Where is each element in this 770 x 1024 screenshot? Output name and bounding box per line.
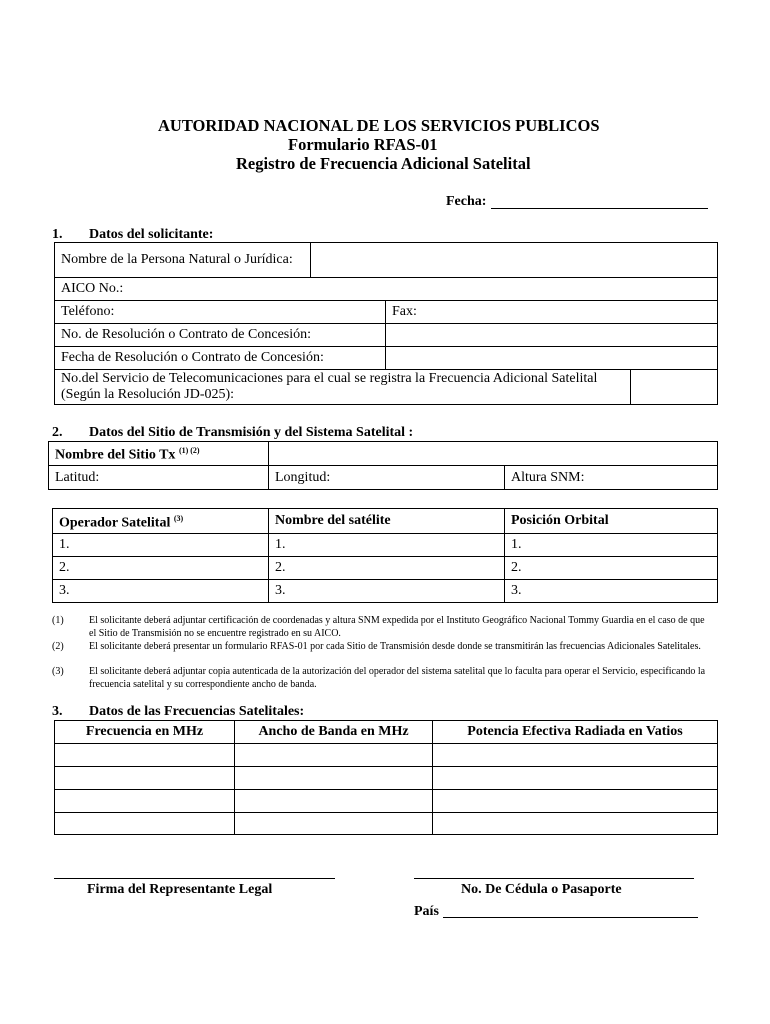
latitude-field[interactable] [49, 466, 269, 490]
phone-label: Teléfono: [61, 304, 115, 319]
name-label: Nombre de la Persona Natural o Jurídica: [55, 243, 311, 278]
id-number-line[interactable] [414, 878, 694, 879]
orbital-cell-1[interactable]: 1. [505, 534, 718, 557]
satellite-cell-3[interactable]: 3. [269, 580, 505, 603]
bandwidth-cell[interactable] [235, 813, 433, 835]
note-1-number: (1) [52, 615, 64, 626]
longitude-label: Longitud: [275, 469, 331, 485]
bandwidth-cell[interactable] [235, 744, 433, 767]
frequencies-table [54, 720, 718, 835]
bandwidth-cell[interactable] [235, 790, 433, 813]
resolution-no-label: No. de Resolución o Contrato de Concesión: [55, 324, 386, 347]
note-3-number: (3) [52, 666, 64, 677]
frequency-cell[interactable] [55, 790, 235, 813]
operator-cell-3[interactable]: 3. [53, 580, 269, 603]
authority-title: AUTORIDAD NACIONAL DE LOS SERVICIOS PUBLICOS [158, 116, 600, 135]
latitude-label: Latitud: [55, 469, 100, 485]
date-field[interactable] [491, 196, 708, 209]
power-cell[interactable] [433, 744, 718, 767]
section3-title: Datos de las Frecuencias Satelitales: [89, 704, 305, 719]
section1-title: Datos del solicitante: [89, 227, 214, 242]
orbital-cell-2[interactable]: 2. [505, 557, 718, 580]
bandwidth-cell[interactable] [235, 767, 433, 790]
altitude-field[interactable] [505, 466, 718, 490]
site-name-sup: (1) (2) [178, 446, 200, 456]
operator-header-label: Operador Satelital [59, 515, 171, 531]
frequency-cell[interactable] [55, 813, 235, 835]
site-name-field[interactable] [269, 442, 718, 466]
id-number-label: No. De Cédula o Pasaporte [461, 882, 622, 897]
power-cell[interactable] [433, 790, 718, 813]
date-label: Fecha: [446, 194, 487, 209]
operator-header-sup: (3) [173, 513, 184, 523]
longitude-field[interactable] [269, 466, 505, 490]
frequency-cell[interactable] [55, 767, 235, 790]
power-cell[interactable] [433, 813, 718, 835]
orbital-cell-3[interactable]: 3. [505, 580, 718, 603]
fax-field[interactable] [386, 301, 718, 324]
resolution-date-label: Fecha de Resolución o Contrato de Concesión: [55, 347, 386, 370]
country-label: País [414, 904, 439, 919]
operator-cell-2[interactable]: 2. [53, 557, 269, 580]
operator-cell-1[interactable]: 1. [53, 534, 269, 557]
country-field[interactable] [443, 905, 698, 918]
altitude-label: Altura SNM: [511, 469, 585, 485]
site-table [48, 441, 718, 490]
fax-label: Fax: [392, 304, 417, 319]
note-1-text: El solicitante deberá adjuntar certificación de coordenadas y altura SNM expedida por el Instituto Geográfico Nacional Tommy Guardia en el caso de que el Sitio de Transmisión no se encuentre registrado en su AICO. [89, 615, 705, 639]
orbital-header: Posición Orbital [505, 509, 718, 534]
power-cell[interactable] [433, 767, 718, 790]
satellite-cell-2[interactable]: 2. [269, 557, 505, 580]
note-2-text: El solicitante deberá presentar un formulario RFAS-01 por cada Sitio de Transmisión desde donde se transmitirán las frecuencias Adicionales Satelitales. [89, 641, 701, 652]
phone-field[interactable] [55, 301, 386, 324]
resolution-date-field[interactable] [386, 347, 718, 370]
applicant-table [54, 242, 718, 405]
note-3-text: El solicitante deberá adjuntar copia autenticada de la autorización del operador del sistema satelital que lo faculta para operar el Servicio, especificando la frecuencia satelital y su correspondiente ancho de banda. [89, 666, 706, 690]
satellite-cell-1[interactable]: 1. [269, 534, 505, 557]
resolution-no-field[interactable] [386, 324, 718, 347]
legal-rep-label: Firma del Representante Legal [87, 882, 273, 897]
aico-label: AICO No.: [61, 281, 124, 296]
power-header: Potencia Efectiva Radiada en Vatios [433, 721, 718, 744]
bandwidth-header: Ancho de Banda en MHz [235, 721, 433, 744]
site-name-label: Nombre del Sitio Tx [55, 447, 176, 463]
section1-number: 1. [52, 227, 63, 242]
note-2-number: (2) [52, 641, 64, 652]
satellite-header: Nombre del satélite [269, 509, 505, 534]
aico-field[interactable] [55, 278, 718, 301]
service-no-field[interactable] [631, 370, 718, 405]
signature-line[interactable] [54, 878, 335, 879]
form-title: Registro de Frecuencia Adicional Satelital [236, 154, 531, 173]
frequency-header: Frecuencia en MHz [55, 721, 235, 744]
section2-title: Datos del Sitio de Transmisión y del Sistema Satelital : [89, 425, 414, 440]
service-no-label: No.del Servicio de Telecomunicaciones para el cual se registra la Frecuencia Adicional Satelital (Según la Resolución JD-025): [55, 370, 631, 405]
satellite-table [52, 508, 718, 603]
frequency-cell[interactable] [55, 744, 235, 767]
operator-header [53, 509, 269, 534]
site-name-cell [49, 442, 269, 466]
name-field[interactable] [311, 243, 718, 278]
section3-number: 3. [52, 704, 63, 719]
form-code: Formulario RFAS-01 [288, 135, 438, 154]
section2-number: 2. [52, 425, 63, 440]
